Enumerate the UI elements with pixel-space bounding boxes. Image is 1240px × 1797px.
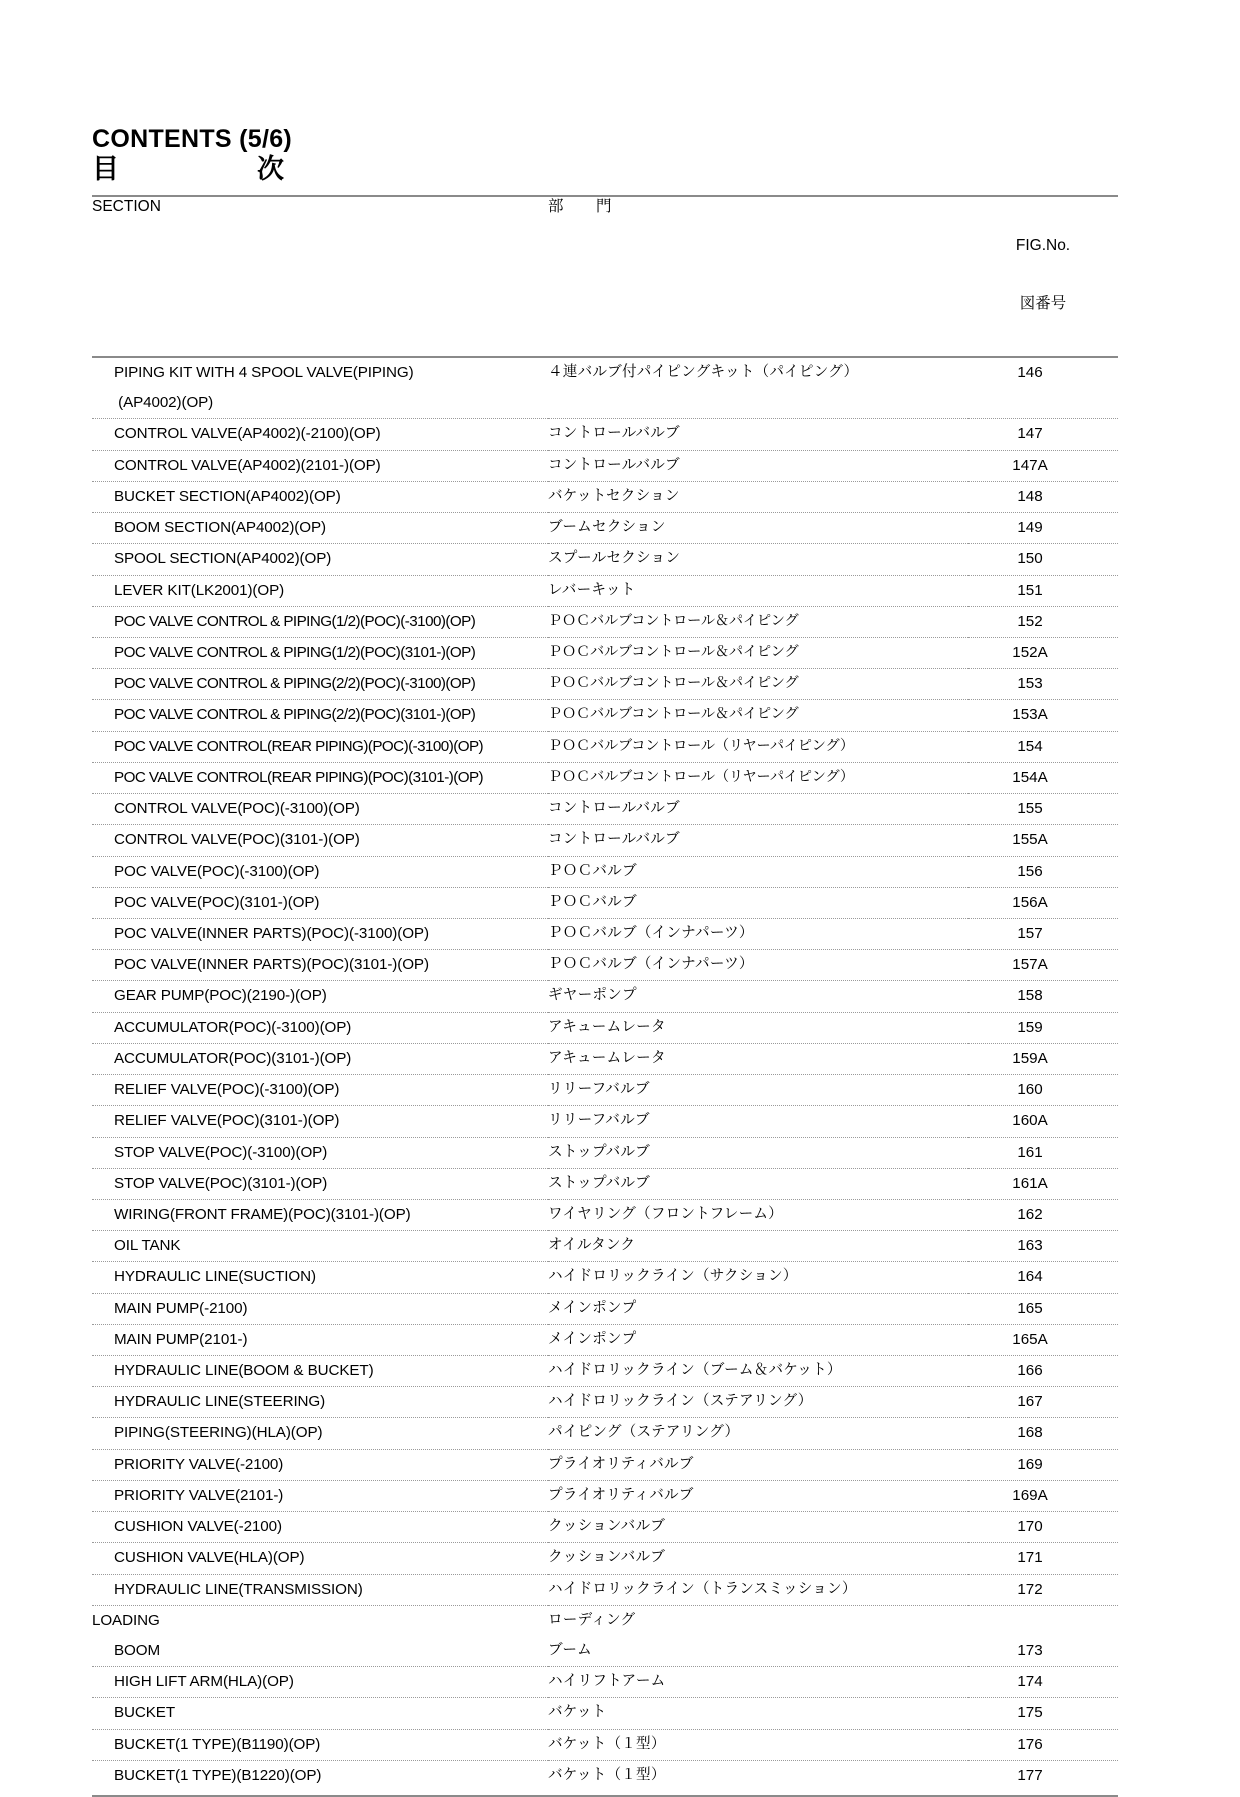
entry-label-jp: ＰＯＣバルブ	[548, 856, 968, 887]
entry-fig-number: 165	[968, 1293, 1118, 1324]
column-header-fig-no-jp: 図番号	[1019, 294, 1067, 312]
table-row[interactable]	[92, 1387, 1118, 1418]
table-row[interactable]	[92, 1262, 1118, 1293]
entry-fig-number: 161	[968, 1137, 1118, 1168]
entry-label-jp: ＰＯＣバルブコントロール＆パイピング	[548, 700, 968, 731]
entry-fig-number: 173	[968, 1636, 1118, 1667]
table-row[interactable]	[92, 481, 1118, 512]
entry-label-en: HYDRAULIC LINE(BOOM & BUCKET)	[92, 1356, 548, 1387]
table-row[interactable]	[92, 606, 1118, 637]
entry-label-jp: ＰＯＣバルブコントロール＆パイピング	[548, 669, 968, 700]
entry-fig-number: 152A	[968, 638, 1118, 669]
entry-label-jp: ハイドロリックライン（サクション）	[548, 1262, 968, 1293]
section-group-label-jp: ローディング	[548, 1611, 636, 1628]
table-row[interactable]	[92, 450, 1118, 481]
entry-label-en: POC VALVE(INNER PARTS)(POC)(-3100)(OP)	[92, 918, 548, 949]
entry-fig-number: 148	[968, 481, 1118, 512]
entry-label-en: HYDRAULIC LINE(TRANSMISSION)	[92, 1574, 548, 1605]
entry-label-jp: アキュームレータ	[548, 1012, 968, 1043]
entry-fig-number	[968, 388, 1118, 419]
table-row[interactable]	[92, 1356, 1118, 1387]
table-row[interactable]	[92, 1012, 1118, 1043]
table-row[interactable]	[92, 1760, 1118, 1791]
entry-label-en: WIRING(FRONT FRAME)(POC)(3101-)(OP)	[92, 1199, 548, 1230]
table-row[interactable]	[92, 762, 1118, 793]
entry-label-jp: オイルタンク	[548, 1231, 968, 1262]
toc-header-row	[92, 197, 1118, 352]
entry-fig-number: 177	[1017, 1766, 1043, 1784]
entry-label-jp: ワイヤリング（フロントフレーム）	[548, 1199, 968, 1230]
entry-label-en: BUCKET	[92, 1698, 548, 1729]
entry-label-en: STOP VALVE(POC)(-3100)(OP)	[92, 1137, 548, 1168]
table-row[interactable]	[92, 358, 1118, 388]
entry-label-en: BUCKET(1 TYPE)(B1220)(OP)	[114, 1766, 322, 1784]
entry-label-jp: メインポンプ	[548, 1324, 968, 1355]
table-row[interactable]	[92, 1729, 1118, 1760]
entry-label-en: (AP4002)(OP)	[92, 388, 548, 419]
entry-label-jp	[548, 388, 968, 419]
entry-label-jp: レバーキット	[548, 575, 968, 606]
table-row[interactable]	[92, 1512, 1118, 1543]
entry-label-en: MAIN PUMP(2101-)	[92, 1324, 548, 1355]
entry-fig-number: 158	[968, 981, 1118, 1012]
entry-label-en: POC VALVE(INNER PARTS)(POC)(3101-)(OP)	[92, 950, 548, 981]
entry-label-jp: ストップバルブ	[548, 1168, 968, 1199]
entry-label-en: LEVER KIT(LK2001)(OP)	[92, 575, 548, 606]
page-title-block	[92, 126, 1118, 185]
table-row[interactable]	[92, 950, 1118, 981]
entry-label-en: HYDRAULIC LINE(STEERING)	[92, 1387, 548, 1418]
entry-label-en: PRIORITY VALVE(-2100)	[92, 1449, 548, 1480]
entry-fig-number: 155	[968, 794, 1118, 825]
table-row[interactable]	[92, 1075, 1118, 1106]
entry-fig-number: 156	[968, 856, 1118, 887]
table-row[interactable]	[92, 1574, 1118, 1605]
entry-label-jp: ＰＯＣバルブコントロール（リヤーパイピング）	[548, 731, 968, 762]
table-row[interactable]	[92, 918, 1118, 949]
entry-fig-number: 149	[968, 513, 1118, 544]
entry-label-en: BOOM	[92, 1636, 548, 1667]
table-row[interactable]	[92, 794, 1118, 825]
entry-label-jp: パイピング（ステアリング）	[548, 1418, 968, 1449]
entry-label-jp: ＰＯＣバルブ	[548, 887, 968, 918]
entry-fig-number: 153A	[968, 700, 1118, 731]
entry-label-en: RELIEF VALVE(POC)(-3100)(OP)	[92, 1075, 548, 1106]
toc-content	[92, 126, 1118, 1797]
table-row[interactable]	[92, 825, 1118, 856]
entry-fig-number: 174	[968, 1667, 1118, 1698]
table-row[interactable]	[92, 700, 1118, 731]
entry-fig-number	[968, 1605, 1118, 1636]
entry-fig-number: 157	[968, 918, 1118, 949]
entry-label-en: POC VALVE CONTROL(REAR PIPING)(POC)(-3100)(OP)	[92, 731, 548, 762]
entry-label-jp: クッションバルブ	[548, 1512, 968, 1543]
table-row[interactable]	[92, 388, 1118, 419]
entry-label-en: SPOOL SECTION(AP4002)(OP)	[92, 544, 548, 575]
entry-label-jp: ＰＯＣバルブコントロール（リヤーパイピング）	[548, 762, 968, 793]
entry-label-jp: バケット	[548, 1698, 968, 1729]
table-row[interactable]	[92, 1698, 1118, 1729]
entry-fig-number: 168	[968, 1418, 1118, 1449]
entry-fig-number: 169A	[968, 1480, 1118, 1511]
entry-fig-number: 150	[968, 544, 1118, 575]
entry-label-jp: コントロールバルブ	[548, 450, 968, 481]
entry-label-jp: コントロールバルブ	[548, 419, 968, 450]
column-header-section-jp: 部 門	[548, 198, 613, 216]
entry-label-jp: バケット（１型）	[548, 1766, 666, 1783]
table-row[interactable]	[92, 419, 1118, 450]
entry-label-en: CONTROL VALVE(AP4002)(2101-)(OP)	[92, 450, 548, 481]
entry-label-en: ACCUMULATOR(POC)(-3100)(OP)	[92, 1012, 548, 1043]
entry-label-en: GEAR PUMP(POC)(2190-)(OP)	[92, 981, 548, 1012]
entry-label-jp: ハイドロリックライン（トランスミッション）	[548, 1574, 968, 1605]
entry-fig-number: 156A	[968, 887, 1118, 918]
table-row[interactable]	[92, 1543, 1118, 1574]
column-header-fig-no	[968, 197, 1118, 352]
entry-label-en: PRIORITY VALVE(2101-)	[92, 1480, 548, 1511]
entry-label-jp: ハイドロリックライン（ブーム＆バケット）	[548, 1356, 968, 1387]
table-row[interactable]	[92, 1636, 1118, 1667]
table-row[interactable]	[92, 1106, 1118, 1137]
entry-label-jp: スプールセクション	[548, 544, 968, 575]
table-row[interactable]	[92, 1324, 1118, 1355]
entry-label-en: MAIN PUMP(-2100)	[92, 1293, 548, 1324]
entry-fig-number: 175	[968, 1698, 1118, 1729]
entry-fig-number: 164	[968, 1262, 1118, 1293]
entry-label-jp: ＰＯＣバルブ（インナパーツ）	[548, 950, 968, 981]
entry-label-jp: ４連バルブ付パイピングキット（パイピング）	[548, 364, 859, 381]
entry-fig-number: 152	[968, 606, 1118, 637]
entry-label-en: STOP VALVE(POC)(3101-)(OP)	[92, 1168, 548, 1199]
entry-fig-number: 166	[968, 1356, 1118, 1387]
entry-label-en: POC VALVE CONTROL & PIPING(1/2)(POC)(3101-)(OP)	[92, 638, 548, 669]
entry-label-en: POC VALVE(POC)(3101-)(OP)	[92, 887, 548, 918]
table-row[interactable]	[92, 1199, 1118, 1230]
table-row[interactable]	[92, 887, 1118, 918]
entry-fig-number: 151	[968, 575, 1118, 606]
section-group-label-en: LOADING	[92, 1611, 160, 1629]
entry-fig-number: 146	[1017, 364, 1043, 382]
entry-label-jp: ギヤーポンプ	[548, 981, 968, 1012]
entry-label-jp: ストップバルブ	[548, 1137, 968, 1168]
entry-label-en: CONTROL VALVE(POC)(3101-)(OP)	[92, 825, 548, 856]
entry-label-en: POC VALVE CONTROL(REAR PIPING)(POC)(3101-)(OP)	[92, 762, 548, 793]
entry-label-en: BUCKET(1 TYPE)(B1190)(OP)	[92, 1729, 548, 1760]
entry-label-jp: アキュームレータ	[548, 1043, 968, 1074]
entry-fig-number: 155A	[968, 825, 1118, 856]
entry-label-en: POC VALVE(POC)(-3100)(OP)	[92, 856, 548, 887]
entry-fig-number: 154	[968, 731, 1118, 762]
entry-fig-number: 157A	[968, 950, 1118, 981]
entry-fig-number: 171	[968, 1543, 1118, 1574]
table-row[interactable]	[92, 638, 1118, 669]
table-row[interactable]	[92, 1480, 1118, 1511]
table-row[interactable]	[92, 1667, 1118, 1698]
entry-fig-number: 169	[968, 1449, 1118, 1480]
entry-label-en: RELIEF VALVE(POC)(3101-)(OP)	[92, 1106, 548, 1137]
entry-label-jp: ブーム	[548, 1636, 968, 1667]
entry-label-en: BOOM SECTION(AP4002)(OP)	[92, 513, 548, 544]
entry-label-en: OIL TANK	[92, 1231, 548, 1262]
entry-label-jp: メインポンプ	[548, 1293, 968, 1324]
entry-label-en: CONTROL VALVE(AP4002)(-2100)(OP)	[92, 419, 548, 450]
entry-fig-number: 172	[968, 1574, 1118, 1605]
entry-fig-number: 162	[968, 1199, 1118, 1230]
entry-label-en: HIGH LIFT ARM(HLA)(OP)	[92, 1667, 548, 1698]
entry-fig-number: 165A	[968, 1324, 1118, 1355]
entry-label-jp: バケットセクション	[548, 481, 968, 512]
entry-label-jp: リリーフバルブ	[548, 1106, 968, 1137]
entry-fig-number: 167	[968, 1387, 1118, 1418]
table-row[interactable]	[92, 1168, 1118, 1199]
entry-fig-number: 161A	[968, 1168, 1118, 1199]
entry-fig-number: 153	[968, 669, 1118, 700]
table-row[interactable]	[92, 981, 1118, 1012]
entry-fig-number: 147A	[968, 450, 1118, 481]
entry-label-jp: プライオリティバルブ	[548, 1449, 968, 1480]
table-row[interactable]	[92, 575, 1118, 606]
table-row[interactable]	[92, 1231, 1118, 1262]
entry-label-en: CUSHION VALVE(-2100)	[92, 1512, 548, 1543]
table-row[interactable]	[92, 513, 1118, 544]
entry-fig-number: 170	[968, 1512, 1118, 1543]
toc-entries-body	[92, 358, 1118, 1791]
table-row[interactable]	[92, 1043, 1118, 1074]
toc-entries-table	[92, 358, 1118, 1791]
toc-table	[92, 197, 1118, 352]
entry-label-jp: リリーフバルブ	[548, 1075, 968, 1106]
entry-fig-number: 154A	[968, 762, 1118, 793]
table-row[interactable]	[92, 1293, 1118, 1324]
table-row[interactable]	[92, 1449, 1118, 1480]
column-header-section: SECTION	[92, 198, 161, 216]
entry-label-jp: ハイドロリックライン（ステアリング）	[548, 1387, 968, 1418]
table-row[interactable]	[92, 731, 1118, 762]
entry-label-en: BUCKET SECTION(AP4002)(OP)	[92, 481, 548, 512]
entry-label-en: PIPING(STEERING)(HLA)(OP)	[92, 1418, 548, 1449]
entry-label-en: HYDRAULIC LINE(SUCTION)	[92, 1262, 548, 1293]
entry-label-jp: ＰＯＣバルブコントロール＆パイピング	[548, 638, 968, 669]
entry-label-en: POC VALVE CONTROL & PIPING(2/2)(POC)(-3100)(OP)	[92, 669, 548, 700]
entry-label-jp: プライオリティバルブ	[548, 1480, 968, 1511]
table-row[interactable]	[92, 1418, 1118, 1449]
entry-label-jp: ＰＯＣバルブ（インナパーツ）	[548, 918, 968, 949]
entry-fig-number: 159A	[968, 1043, 1118, 1074]
entry-label-jp: ＰＯＣバルブコントロール＆パイピング	[548, 606, 968, 637]
table-row[interactable]	[92, 1137, 1118, 1168]
entry-label-en: CONTROL VALVE(POC)(-3100)(OP)	[92, 794, 548, 825]
column-header-fig-no-en: FIG.No.	[1015, 236, 1071, 254]
entry-fig-number: 159	[968, 1012, 1118, 1043]
entry-fig-number: 176	[968, 1729, 1118, 1760]
table-row[interactable]	[92, 669, 1118, 700]
table-row[interactable]	[92, 1605, 1118, 1636]
entry-label-en: POC VALVE CONTROL & PIPING(2/2)(POC)(3101-)(OP)	[92, 700, 548, 731]
page-title-en: CONTENTS (5/6)	[92, 125, 293, 153]
table-row[interactable]	[92, 856, 1118, 887]
entry-fig-number: 160A	[968, 1106, 1118, 1137]
entry-label-en: PIPING KIT WITH 4 SPOOL VALVE(PIPING)	[114, 364, 414, 382]
entry-label-jp: ハイリフトアーム	[548, 1667, 968, 1698]
entry-label-en: CUSHION VALVE(HLA)(OP)	[92, 1543, 548, 1574]
entry-label-jp: コントロールバルブ	[548, 794, 968, 825]
table-row[interactable]	[92, 544, 1118, 575]
page-title-jp: 目 次	[92, 154, 285, 184]
entry-fig-number: 147	[968, 419, 1118, 450]
entry-label-jp: コントロールバルブ	[548, 825, 968, 856]
entry-fig-number: 163	[968, 1231, 1118, 1262]
entry-fig-number: 160	[968, 1075, 1118, 1106]
entry-label-jp: ブームセクション	[548, 513, 968, 544]
entry-label-en: ACCUMULATOR(POC)(3101-)(OP)	[92, 1043, 548, 1074]
entry-label-jp: クッションバルブ	[548, 1543, 968, 1574]
entry-label-jp: バケット（１型）	[548, 1729, 968, 1760]
entry-label-en: POC VALVE CONTROL & PIPING(1/2)(POC)(-3100)(OP)	[92, 606, 548, 637]
